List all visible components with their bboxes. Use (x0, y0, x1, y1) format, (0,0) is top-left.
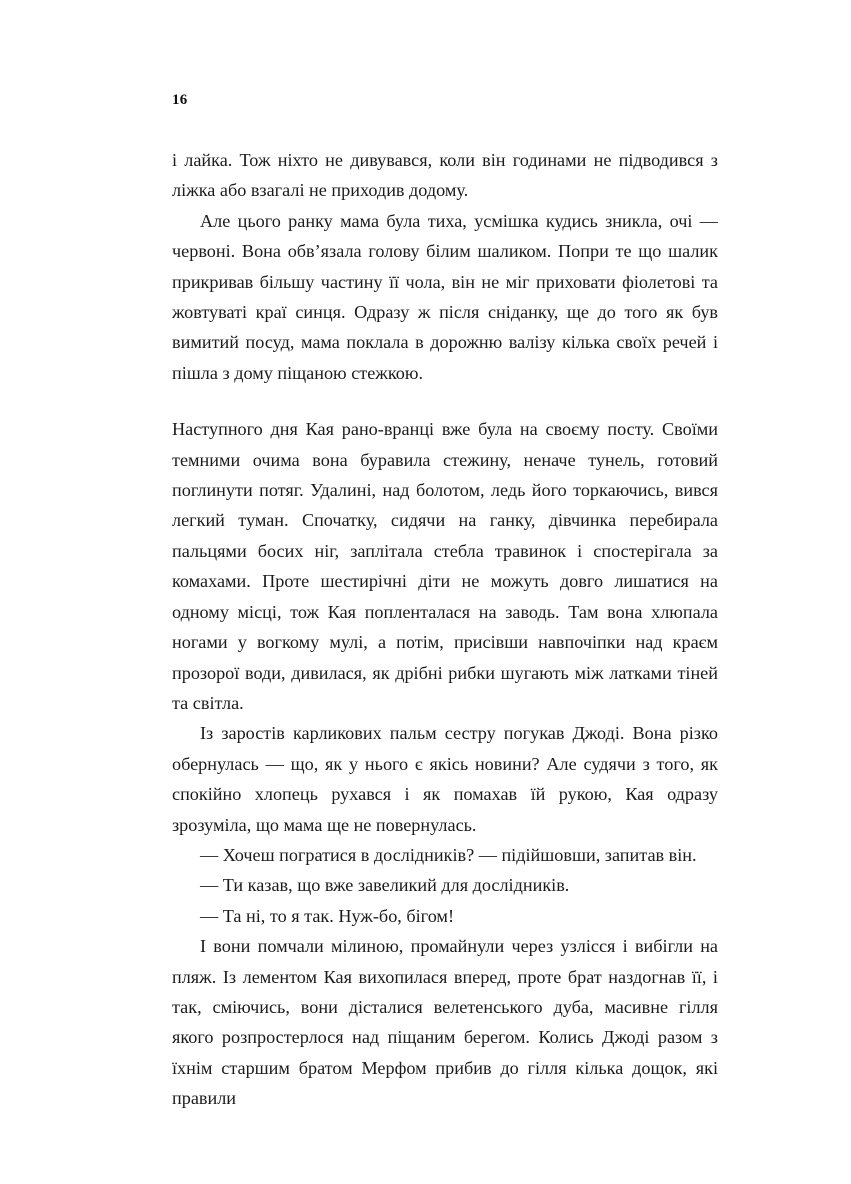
body-text (172, 145, 718, 1114)
paragraph-break (172, 388, 718, 414)
dialogue-line: — Та ні, то я так. Нуж-бо, бігом! (200, 905, 455, 926)
paragraph: Але цього ранку мама була тиха, усмішка кудись зникла, очі — червоні. Вона обв’язала голову білим шаликом. Попри те що шалик прикривав більшу частину її чола, він не міг приховати фіолетові та жовтуваті краї синця. Одразу ж після сніданку, ще до того як був вимитий посуд, мама поклала в дорожню валізу кілька своїх речей і пішла з дому піщаною стежкою. (172, 210, 718, 383)
paragraph: і лайка. Тож ніхто не дивувався, коли він годинами не підводився з ліжка або взагалі не приходив додому. (172, 150, 718, 201)
page-number: 16 (172, 92, 188, 108)
dialogue-line: — Ти казав, що вже завеликий для дослідників. (200, 875, 570, 896)
dialogue-line: — Хочеш погратися в дослідників? — підійшовши, запитав він. (200, 844, 697, 865)
paragraph: Із заростів карликових пальм сестру погукав Джоді. Вона різко обернулась — що, як у нього є якісь новини? Але судячи з того, як спокійно хлопець рухався і як помахав їй рукою, Кая одразу зрозуміла, що мама ще не повернулась. (172, 723, 718, 835)
page-content (172, 92, 718, 1114)
paragraph: І вони помчали мілиною, промайнули через узлісся і вибігли на пляж. Із лементом Кая вихопилася вперед, проте брат наздогнав її, і так, сміючись, вони дісталися велетенського дуба, масивне гілля якого розпростерлося над піщаним берегом. Колись Джоді разом з їхнім старшим братом Мерфом прибив до гілля кілька дощок, які правили (172, 936, 718, 1109)
paragraph: Наступного дня Кая рано-вранці вже була на своєму посту. Своїми темними очима вона буравила стежину, неначе тунель, готовий поглинути потяг. Удалині, над болотом, ледь його торкаючись, вився легкий туман. Спочатку, сидячи на ганку, дівчинка перебирала пальцями босих ніг, заплітала стебла травинок і спостерігала за комахами. Проте шестирічні діти не можуть довго лишатися на одному місці, тож Кая попленталася на заводь. Там вона хлюпала ногами у вогкому мулі, а потім, присівши навпочіпки над краєм прозорої води, дивилася, як дрібні рибки шугають між латками тіней та світла. (172, 419, 718, 713)
